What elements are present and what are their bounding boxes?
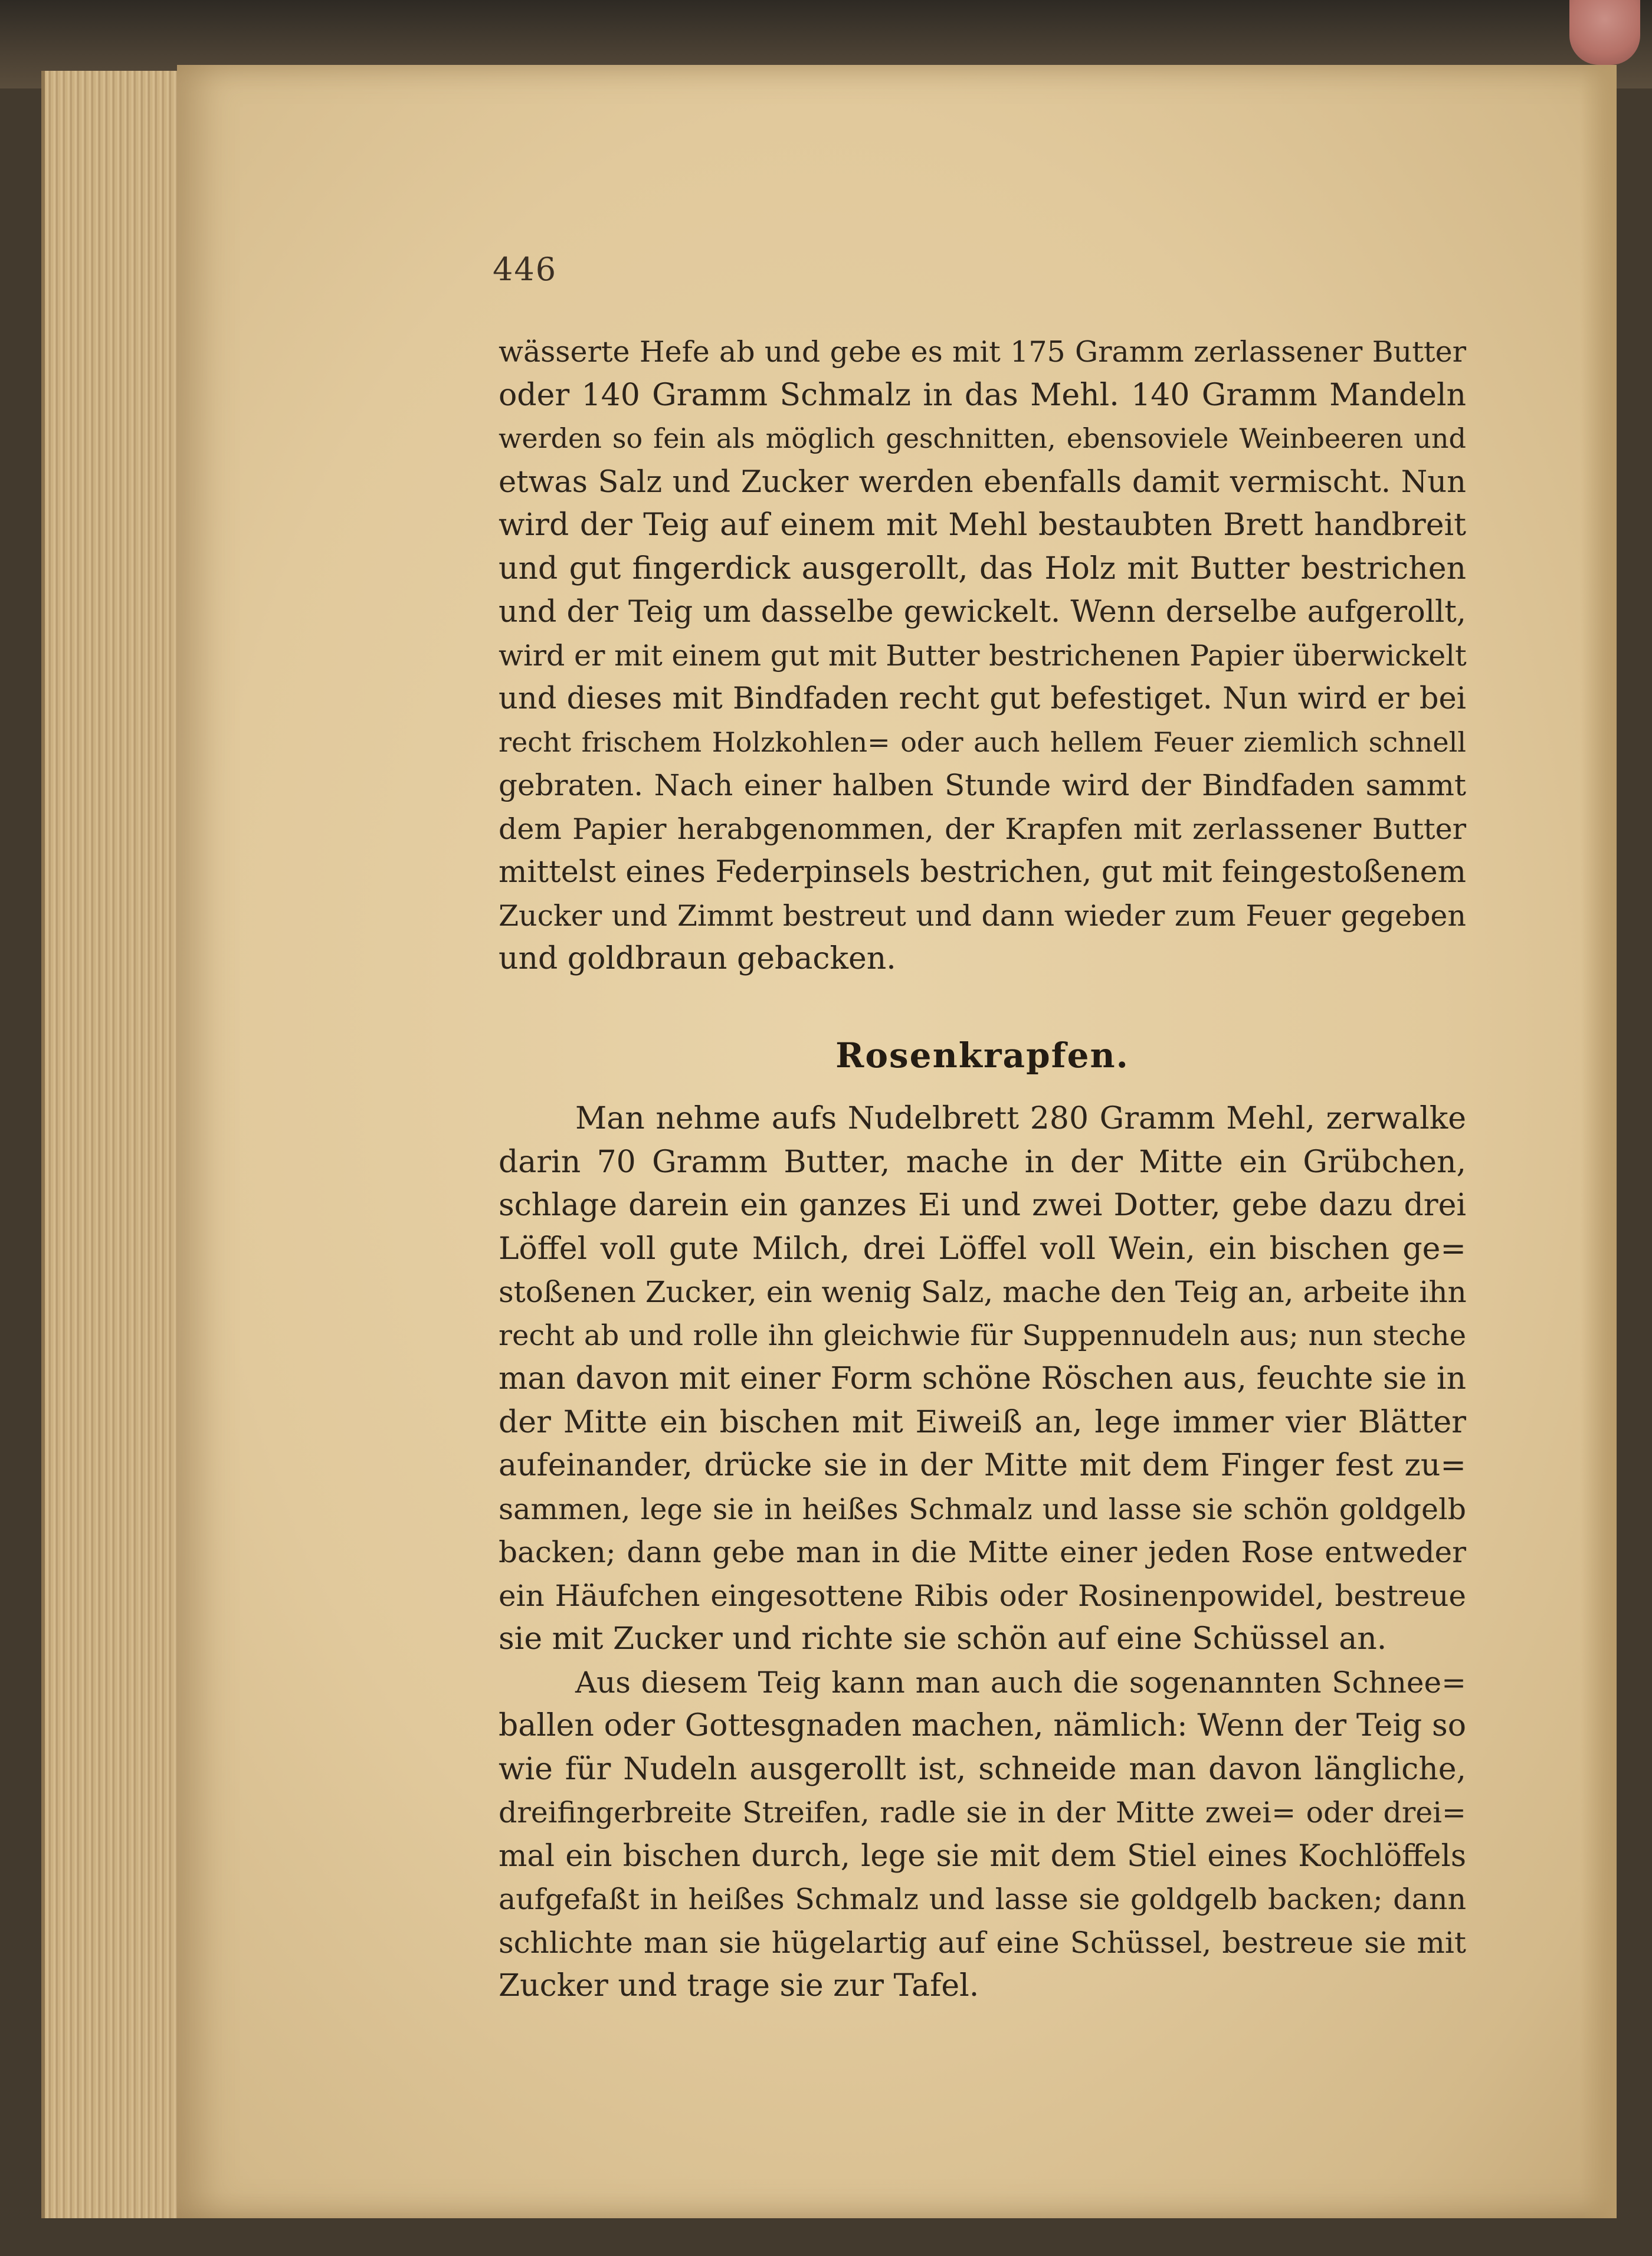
page-number: 446	[493, 251, 558, 288]
text-line: wird der Teig auf einem mit Mehl bestaubten Brett handbreit	[499, 507, 1466, 543]
text-line: dreifingerbreite Streifen, radle sie in der Mitte zwei= oder drei=	[499, 1796, 1466, 1829]
text-line: oder 140 Gramm Schmalz in das Mehl. 140 Gramm Mandeln	[499, 377, 1466, 413]
text-line: wie für Nudeln ausgerollt ist, schneide man davon längliche,	[499, 1751, 1466, 1787]
text-line: ein Häufchen eingesottene Ribis oder Rosinenpowidel, bestreue	[499, 1578, 1466, 1613]
text-line: werden so fein als möglich geschnitten, ebensoviele Weinbeeren und	[499, 422, 1466, 454]
text-line: wird er mit einem gut mit Butter bestrichenen Papier überwickelt	[499, 638, 1467, 673]
text-line: Man nehme aufs Nudelbrett 280 Gramm Mehl, zerwalke	[575, 1101, 1466, 1136]
text-line: sie mit Zucker und richte sie schön auf eine Schüssel an.	[499, 1621, 1387, 1657]
text-line: Zucker und Zimmt bestreut und dann wieder zum Feuer gegeben	[499, 899, 1466, 933]
text-line: sammen, lege sie in heißes Schmalz und lasse sie schön goldgelb	[499, 1492, 1466, 1526]
text-line: stoßenen Zucker, ein wenig Salz, mache den Teig an, arbeite ihn	[499, 1275, 1467, 1309]
recipe-heading: Rosenkrapfen.	[835, 1035, 1129, 1075]
text-line: Zucker und trage sie zur Tafel.	[499, 1968, 979, 2003]
text-line: recht frischem Holzkohlen= oder auch hellem Feuer ziemlich schnell	[499, 726, 1466, 758]
text-line: schlage darein ein ganzes Ei und zwei Dotter, gebe dazu drei	[499, 1188, 1466, 1223]
text-line: und der Teig um dasselbe gewickelt. Wenn derselbe aufgerollt,	[499, 595, 1466, 629]
text-line: und goldbraun gebacken.	[499, 941, 896, 976]
text-line: Aus diesem Teig kann man auch die sogenannten Schnee=	[575, 1665, 1466, 1700]
page-right-shadow	[1581, 65, 1617, 2218]
text-line: etwas Salz und Zucker werden ebenfalls damit vermischt. Nun	[499, 464, 1466, 500]
text-line: man davon mit einer Form schöne Röschen aus, feuchte sie in	[499, 1361, 1466, 1396]
bookmark-ribbon	[1569, 0, 1640, 65]
text-line: backen; dann gebe man in die Mitte einer jeden Rose entweder	[499, 1535, 1466, 1569]
text-line: der Mitte ein bischen mit Eiweiß an, lege immer vier Blätter	[499, 1404, 1466, 1440]
text-line: und dieses mit Bindfaden recht gut befestiget. Nun wird er bei	[499, 681, 1466, 716]
page-stack-edge	[41, 71, 198, 2218]
text-line: aufeinander, drücke sie in der Mitte mit dem Finger fest zu=	[499, 1448, 1466, 1483]
text-line: ballen oder Gottesgnaden machen, nämlich: Wenn der Teig so	[499, 1708, 1466, 1743]
text-line: darin 70 Gramm Butter, mache in der Mitte ein Grübchen,	[499, 1144, 1466, 1180]
text-line: gebraten. Nach einer halben Stunde wird der Bindfaden sammt	[499, 768, 1466, 802]
text-line: aufgefaßt in heißes Schmalz und lasse sie goldgelb backen; dann	[499, 1883, 1466, 1916]
text-line: Löffel voll gute Milch, drei Löffel voll Wein, ein bischen ge=	[499, 1231, 1466, 1267]
text-line: recht ab und rolle ihn gleichwie für Suppennudeln aus; nun steche	[499, 1319, 1466, 1352]
paragraph-rosenkrapfen	[499, 1097, 1466, 2008]
text-line: dem Papier herabgenommen, der Krapfen mit zerlassener Butter	[499, 812, 1466, 846]
paragraph-hefe-krapfen	[499, 330, 1466, 981]
text-line: mal ein bischen durch, lege sie mit dem Stiel eines Kochlöffels	[499, 1838, 1466, 1874]
text-line: mittelst eines Federpinsels bestrichen, gut mit feingestoßenem	[499, 855, 1466, 890]
text-line: und gut fingerdick ausgerollt, das Holz mit Butter bestrichen	[499, 550, 1466, 586]
text-line: wässerte Hefe ab und gebe es mit 175 Gramm zerlassener Butter	[499, 335, 1466, 369]
text-line: schlichte man sie hügelartig auf eine Schüssel, bestreue sie mit	[499, 1925, 1466, 1960]
